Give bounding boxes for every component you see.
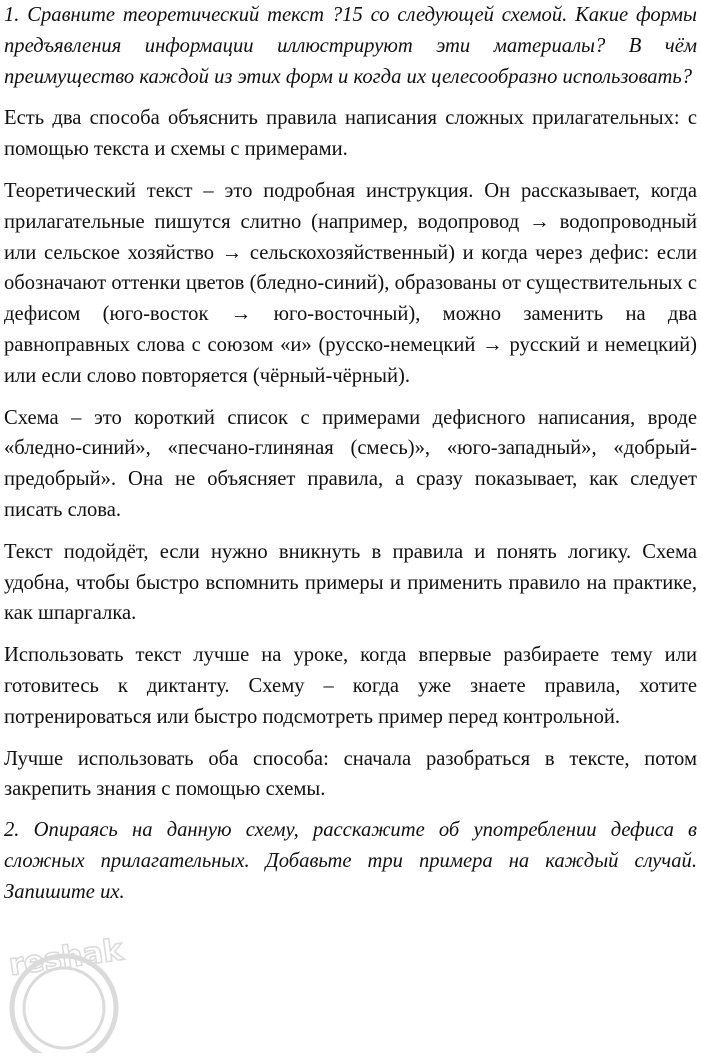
answer-paragraph-5: Использовать текст лучше на уроке, когда впервые разбираете тему или готовитесь к диктанту. Схему – когда уже знаете правила, хотите потренироваться или быстро подсмотреть пример перед контрольной. (4, 644, 697, 728)
svg-text:reshak: reshak (6, 932, 126, 984)
answer-paragraph-1: Есть два способа объяснить правила написания сложных прилагательных: с помощью текста и схемы с примерами. (4, 107, 697, 161)
reshak-watermark-logo (2, 928, 202, 1053)
task-1-text: 1. Сравните теоретический текст ?15 со следующей схемой. Какие формы предъявления информации иллюстрируют эти материалы? В чём преимущество каждой из этих форм и когда их целесообразно использовать? (4, 4, 697, 88)
answer-paragraph-2: Теоретический текст – это подробная инструкция. Он рассказывает, когда прилагательные пишутся слитно (например, водопровод → водопроводный или сельское хозяйство → сельскохозяйственный) и когда через дефис: если обозначают оттенки цветов (бледно-синий), образованы от существительных с дефисом (юго-восток → юго-восточный), можно заменить на два равноправных слова с союзом «и» (русско-немецкий → русский и немецкий) или если слово повторяется (чёрный-чёрный). (4, 179, 697, 387)
document-page (4, 0, 697, 908)
answer-paragraph-4: Текст подойдёт, если нужно вникнуть в правила и понять логику. Схема удобна, чтобы быстро вспомнить примеры и применить правило на практике, как шпаргалка. (4, 540, 697, 625)
task-2-text: 2. Опираясь на данную схему, расскажите об употреблении дефиса в сложных прилагательных. Добавьте три примера на каждый случай. Запишите их. (4, 819, 697, 903)
answer-paragraph-6: Лучше использовать оба способа: сначала разобраться в тексте, потом закрепить знания с помощью схемы. (4, 747, 697, 801)
answer-paragraph-3: Схема – это короткий список с примерами дефисного написания, вроде «бледно-синий», «песчано-глиняная (смесь)», «юго-западный», «добрый-предобрый». Она не объясняет правила, а сразу показывает, как следует писать слова. (4, 406, 697, 521)
